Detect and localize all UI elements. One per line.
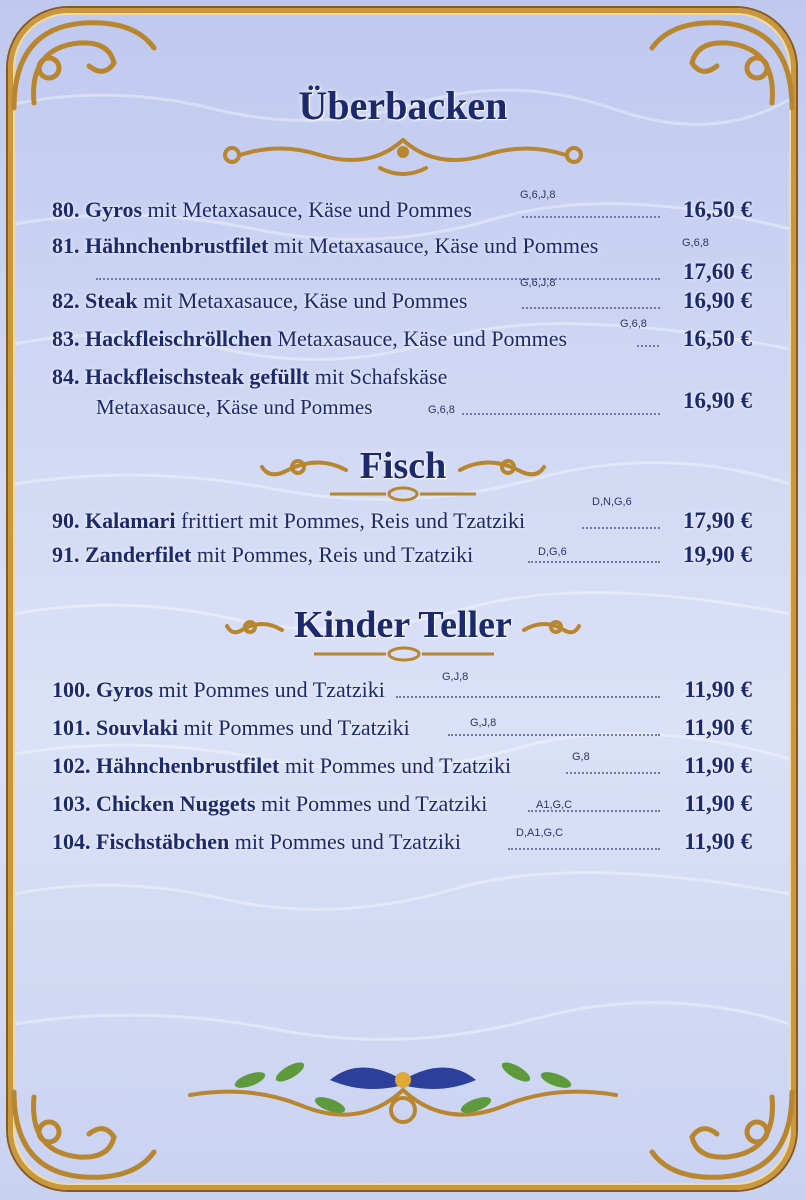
- leaf-ornament-icon: [180, 1050, 626, 1140]
- item-number: 83.: [52, 326, 80, 351]
- item-description: mit Schafskäse: [314, 364, 448, 389]
- gold-frame: [8, 8, 796, 1190]
- item-description: mit Pommes und Tzatziki: [261, 791, 488, 816]
- allergen-codes: G,J,8: [442, 671, 469, 683]
- item-name: Gyros: [85, 197, 143, 222]
- item-name: Souvlaki: [96, 715, 178, 740]
- menu-item-81: [52, 229, 752, 289]
- item-price: 16,50 €: [683, 197, 752, 222]
- item-name: Chicken Nuggets: [96, 791, 256, 816]
- item-description: Metaxasauce, Käse und Pommes: [277, 326, 568, 351]
- menu-item-100: [52, 673, 752, 707]
- item-description: mit Pommes und Tzatziki: [234, 829, 462, 854]
- dot-leader: [522, 306, 660, 309]
- allergen-codes: G,J,8: [470, 717, 497, 729]
- item-description: mit Metaxasauce, Käse und Pommes: [143, 288, 468, 313]
- allergen-codes: D,N,G,6: [592, 496, 632, 508]
- section-title-kinder-teller: Kinder Teller: [294, 604, 512, 646]
- section-title-fisch: Fisch: [359, 445, 447, 487]
- item-name: Hähnchenbrustfilet: [85, 233, 269, 258]
- item-description: mit Pommes und Tzatziki: [183, 715, 410, 740]
- item-description: mit Metaxasauce, Käse und Pommes: [147, 197, 472, 222]
- item-price: 11,90 €: [684, 829, 752, 854]
- item-description: mit Pommes und Tzatziki: [284, 753, 512, 778]
- item-description: mit Pommes und Tzatziki: [158, 677, 385, 702]
- item-name: Zanderfilet: [85, 542, 192, 567]
- dot-leader: [462, 412, 660, 415]
- allergen-codes: D,A1,G,C: [516, 827, 564, 839]
- menu-item-91: [52, 538, 752, 572]
- item-number: 103.: [52, 791, 91, 816]
- item-number: 80.: [52, 197, 80, 222]
- item-price: 17,60 €: [683, 259, 752, 284]
- item-description-line2: Metaxasauce, Käse und Pommes: [96, 395, 373, 419]
- item-number: 100.: [52, 677, 91, 702]
- allergen-codes: G,6,8: [620, 318, 647, 330]
- item-description: mit Pommes, Reis und Tzatziki: [196, 542, 474, 567]
- item-number: 81.: [52, 233, 80, 258]
- corner-flourish-icon: [4, 1082, 164, 1192]
- menu-item-82: [52, 277, 752, 318]
- item-number: 82.: [52, 288, 80, 313]
- menu-item-103: [52, 787, 752, 821]
- item-price: 11,90 €: [684, 715, 752, 740]
- dot-leader: [522, 215, 660, 218]
- item-number: 84.: [52, 364, 80, 389]
- item-name: Steak: [85, 288, 138, 313]
- item-number: 91.: [52, 542, 80, 567]
- corner-flourish-icon: [642, 1082, 802, 1192]
- menu-item-104: [52, 825, 752, 859]
- menu-item-80: [52, 189, 752, 227]
- allergen-codes: G,8: [572, 751, 590, 763]
- item-price: 16,90 €: [683, 288, 752, 313]
- item-price: 17,90 €: [683, 508, 752, 533]
- item-name: Hackfleischröllchen: [85, 326, 272, 351]
- menu-item-101: [52, 711, 752, 745]
- dot-leader: [96, 277, 660, 280]
- item-price: 11,90 €: [684, 791, 752, 816]
- allergen-codes: G,6,8: [428, 404, 455, 416]
- item-price: 11,90 €: [684, 753, 752, 778]
- dot-leader: [528, 809, 660, 812]
- item-number: 102.: [52, 753, 91, 778]
- item-name: Hähnchenbrustfilet: [96, 753, 280, 778]
- menu-item-90: [52, 496, 752, 538]
- divider-ornament-icon: [314, 646, 494, 662]
- menu-item-84: [52, 360, 752, 424]
- dot-leader: [582, 526, 660, 529]
- item-price: 19,90 €: [683, 542, 752, 567]
- menu-item-102: [52, 749, 752, 783]
- item-name: Kalamari: [85, 508, 176, 533]
- menu-item-83: [52, 318, 752, 356]
- dot-leader: [637, 344, 659, 347]
- item-name: Hackfleischsteak gefüllt: [85, 364, 310, 389]
- dot-leader: [448, 733, 660, 736]
- allergen-codes: A1,G,C: [536, 799, 573, 811]
- item-name: Gyros: [96, 677, 154, 702]
- item-price: 16,90 €: [683, 388, 752, 413]
- allergen-codes: G,6,J,8: [520, 277, 556, 289]
- item-price: 11,90 €: [684, 677, 752, 702]
- item-description: mit Metaxasauce, Käse und Pommes: [273, 233, 599, 258]
- item-description: frittiert mit Pommes, Reis und Tzatziki: [180, 508, 526, 533]
- allergen-codes: D,G,6: [538, 546, 567, 558]
- section-title-ueberbacken: Überbacken: [298, 83, 508, 128]
- item-name: Fischstäbchen: [96, 829, 230, 854]
- item-number: 101.: [52, 715, 91, 740]
- item-number: 90.: [52, 508, 80, 533]
- item-number: 104.: [52, 829, 91, 854]
- item-price: 16,50 €: [683, 326, 752, 351]
- divider-ornament-icon: [330, 486, 476, 502]
- allergen-codes: G,6,8: [682, 237, 709, 249]
- allergen-codes: G,6,J,8: [520, 189, 556, 201]
- dot-leader: [508, 847, 660, 850]
- dot-leader: [396, 695, 660, 698]
- dot-leader: [566, 771, 660, 774]
- scroll-ornament-icon: [220, 130, 586, 180]
- dot-leader: [528, 560, 660, 563]
